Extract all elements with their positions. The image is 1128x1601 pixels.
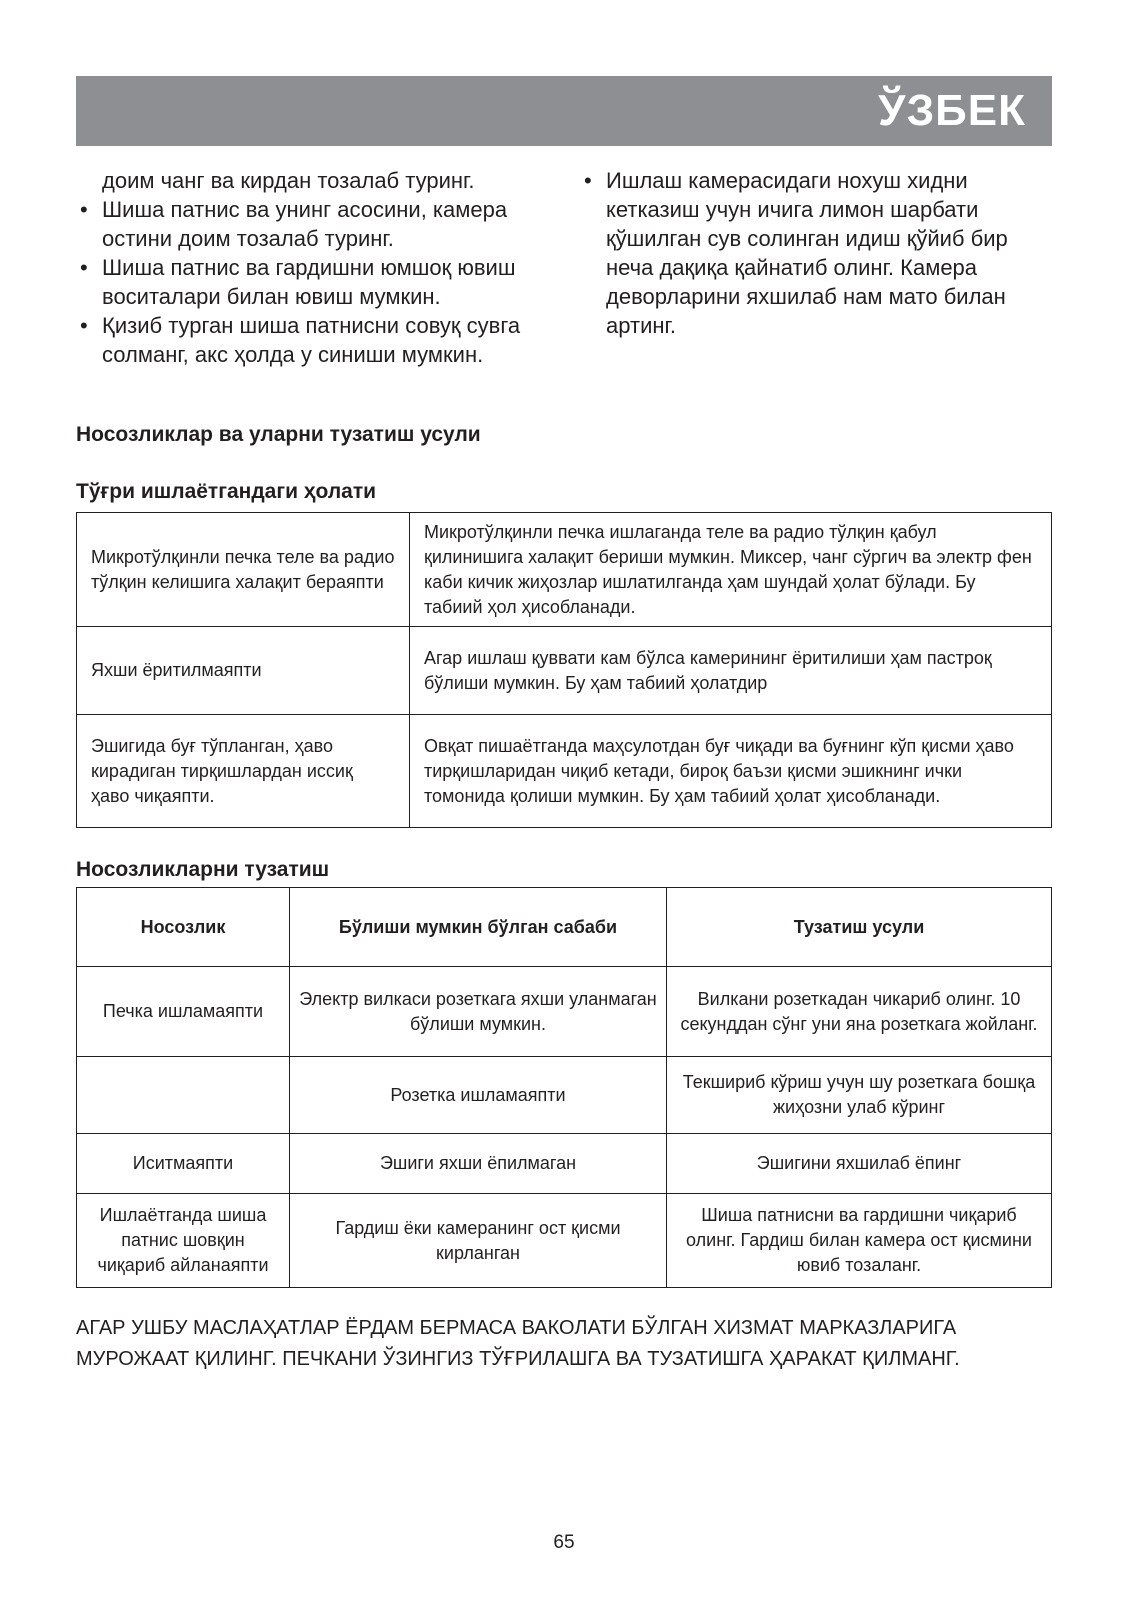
- page-number: 65: [553, 1532, 575, 1553]
- explanation-cell: Агар ишлаш қуввати кам бўлса камерининг ёритилиши ҳам пастроқ бўлиши мумкин. Бу ҳам табиий ҳолатдир: [410, 627, 1052, 715]
- list-item: • Шиша патнис ва унинг асосини, камера остини доим тозалаб туринг.: [76, 195, 556, 253]
- table-row: [77, 627, 1052, 715]
- explanation-cell: Овқат пишаётганда маҳсулотдан буғ чиқади ва буғнинг кўп қисми ҳаво тирқишларидан чиқиб кетади, бироқ баъзи қисми эшикнинг ички томонида қолиши мумкин. Бу ҳам табиий ҳолат ҳисобланади.: [410, 715, 1052, 828]
- problem-cell: [77, 1057, 290, 1134]
- right-column: [580, 166, 1060, 340]
- table-header-row: [77, 888, 1052, 967]
- table-row: [77, 1057, 1052, 1134]
- normal-operation-table: [76, 512, 1052, 828]
- section-title: Носозликлар ва уларни тузатиш усули: [76, 423, 481, 446]
- table-row: [77, 967, 1052, 1057]
- solution-cell: Шиша патнисни ва гардишни чиқариб олинг. Гардиш билан камера ост қисмини ювиб тозаланг.: [667, 1194, 1052, 1288]
- table-row: [77, 513, 1052, 627]
- column-header: Носозлик: [77, 888, 290, 967]
- solution-cell: Вилкани розеткадан чикариб олинг. 10 секунддан сўнг уни яна розеткага жойланг.: [667, 967, 1052, 1057]
- service-notice: АГАР УШБУ МАСЛАҲАТЛАР ЁРДАМ БЕРМАСА ВАКОЛАТИ БЎЛГАН ХИЗМАТ МАРКАЗЛАРИГА МУРОЖААТ ҚИЛИНГ. ПЕЧКАНИ ЎЗИНГИЗ ТЎҒРИЛАШГА ВА ТУЗАТИШГА ҲАРАКАТ ҚИЛМАНГ.: [76, 1317, 960, 1370]
- cause-cell: Электр вилкаси розеткага яхши уланмаган бўлиши мумкин.: [290, 967, 667, 1057]
- solution-cell: Текшириб кўриш учун шу розеткага бошқа жиҳозни улаб кўринг: [667, 1057, 1052, 1134]
- list-item: • Шиша патнис ва гардишни юмшоқ ювиш воситалари билан ювиш мумкин.: [76, 253, 556, 311]
- table-row: [77, 1134, 1052, 1194]
- solution-cell: Эшигини яхшилаб ёпинг: [667, 1134, 1052, 1194]
- language-title: ЎЗБЕК: [878, 86, 1026, 135]
- symptom-cell: Яхши ёритилмаяпти: [77, 627, 410, 715]
- problem-cell: Печка ишламаяпти: [77, 967, 290, 1057]
- normal-operation-title: Тўғри ишлаётгандаги ҳолати: [76, 480, 377, 503]
- column-header: Тузатиш усули: [667, 888, 1052, 967]
- list-item: доим чанг ва кирдан тозалаб туринг.: [102, 168, 475, 193]
- language-banner: [76, 76, 1052, 146]
- cause-cell: Гардиш ёки камеранинг ост қисми кирланган: [290, 1194, 667, 1288]
- explanation-cell: Микротўлқинли печка ишлаганда теле ва радио тўлқин қабул қилинишига халақит бериши мумкин. Миксер, чанг сўргич ва электр фен каби кичик жиҳозлар ишлатилганда ҳам шундай ҳолат бўлади. Бу табиий ҳол ҳисобланади.: [410, 513, 1052, 627]
- cause-cell: Эшиги яхши ёпилмаган: [290, 1134, 667, 1194]
- symptom-cell: Эшигида буғ тўпланган, ҳаво кирадиган тирқишлардан иссиқ ҳаво чиқаяпти.: [77, 715, 410, 828]
- troubleshooting-table: [76, 887, 1052, 1288]
- troubleshooting-title: Носозликларни тузатиш: [76, 858, 330, 881]
- list-item: • Ишлаш камерасидаги нохуш хидни кетказиш учун ичига лимон шарбати қўшилган сув солинган идиш қўйиб бир неча дақиқа қайнатиб олинг. Камера деворларини яхшилаб нам мато билан артинг.: [580, 166, 1060, 340]
- table-row: [77, 715, 1052, 828]
- column-header: Бўлиши мумкин бўлган сабаби: [290, 888, 667, 967]
- problem-cell: Ишлаётганда шиша патнис шовқин чиқариб айланаяпти: [77, 1194, 290, 1288]
- table-row: [77, 1194, 1052, 1288]
- problem-cell: Иситмаяпти: [77, 1134, 290, 1194]
- list-item: • Қизиб турган шиша патнисни совуқ сувга солманг, акс ҳолда у синиши мумкин.: [76, 311, 556, 369]
- left-column: [76, 166, 556, 369]
- cause-cell: Розетка ишламаяпти: [290, 1057, 667, 1134]
- symptom-cell: Микротўлқинли печка теле ва радио тўлқин келишига халақит бераяпти: [77, 513, 410, 627]
